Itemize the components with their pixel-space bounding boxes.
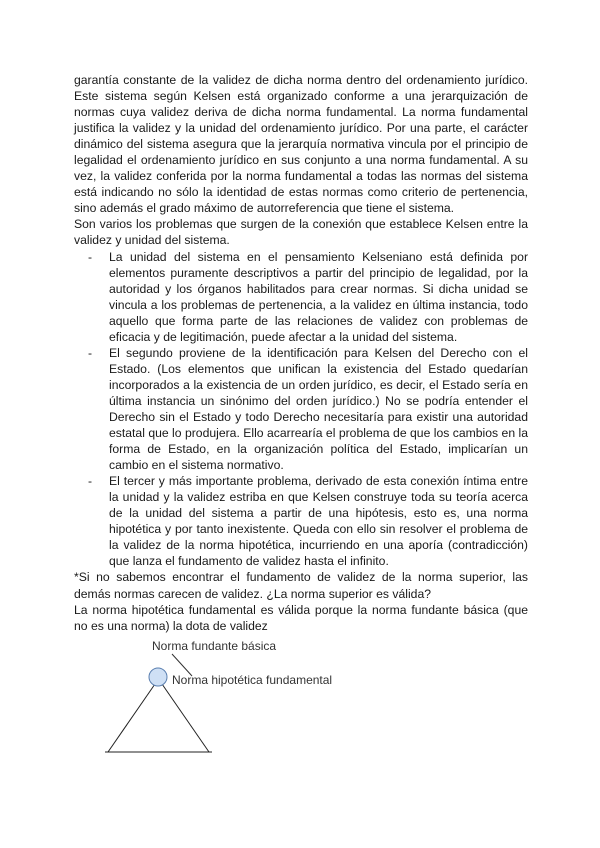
list-item: - La unidad del sistema en el pensamiento Kelseniano está definida por elementos puramente descriptivos a partir del principio de legalidad, por la autoridad y los órganos habilitados para crear normas. Si dicha unidad se vincula a los problemas de pertenencia, a la validez en última instancia, todo aquello que forma parte de las relaciones de validez con problemas de eficacia y de legitimación, puede afectar a la unidad del sistema.: [109, 249, 528, 345]
label-norma-fundante: Norma fundante básica: [152, 639, 277, 653]
list-item: - El tercer y más importante problema, derivado de esta conexión íntima entre la unidad y la validez estriba en que Kelsen construye toda su teoría acerca de la unidad del sistema a partir de una hipótesis, esto es, una norma hipotética y por tanto inexistente. Queda con ello sin resolver el problema de la validez de la norma hipotética, incurriendo en una aporía (contradicción) que lanza el fundamento de validez hasta el infinito.: [109, 473, 528, 569]
triangle-right-side: [162, 684, 209, 752]
label-norma-hipotetica: Norma hipotética fundamental: [172, 673, 333, 687]
paragraph-question: *Si no sabemos encontrar el fundamento de validez de la norma superior, las demás normas carecen de validez. ¿La norma superior es válida?: [74, 570, 528, 601]
norm-hierarchy-diagram: [100, 632, 360, 762]
paragraph-intro: garantía constante de la validez de dicha norma dentro del ordenamiento jurídico. Este sistema según Kelsen está organizado conforme a una jerarquización de normas cuya validez deriva de dicha norma fundamental. La norma fundamental justifica la validez y la unidad del ordenamiento jurídico. Por una parte, el carácter dinámico del sistema asegura que la jerarquía normativa vincula por el principio de legalidad el ordenamiento jurídico en sus conjunto a una norma fundamental. A su vez, la validez conferida por la norma fundamental a todas las normas del sistema está indicando no sólo la identidad de estas normas como criterio de pertenencia, sino además el grado máximo de autorreferencia que tiene el sistema.: [74, 73, 528, 216]
document-body: [74, 72, 528, 634]
problems-list: [74, 249, 528, 570]
list-item: - El segundo proviene de la identificación para Kelsen del Derecho con el Estado. (Los elementos que unifican la existencia del Estado quedarían incorporados a la existencia de un orden jurídico, es decir, el Estado sería en última instancia un sinónimo del orden jurídico.) No se podría entender el Derecho sin el Estado y todo Derecho necesitaría para existir una autoridad estatal que lo produjera. Ello acarrearía el problema de que los cambios en la forma de Estado, en la organización política del Estado, implicarían un cambio en el sistema normativo.: [109, 345, 528, 473]
norm-node-circle: [149, 668, 167, 686]
triangle-left-side: [108, 684, 155, 752]
paragraph-answer: La norma hipotética fundamental es válida porque la norma fundante básica (que no es una norma) la dota de validez: [74, 602, 528, 633]
paragraph-problems: Son varios los problemas que surgen de la conexión que establece Kelsen entre la validez y unidad del sistema.: [74, 217, 528, 248]
